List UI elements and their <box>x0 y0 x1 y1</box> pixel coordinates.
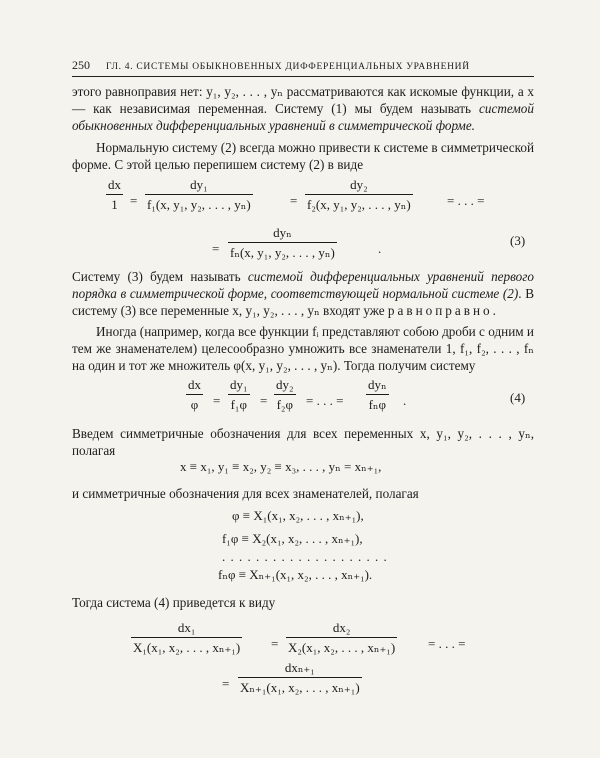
equation-substitution-vars: x ≡ x₁, y₁ ≡ x₂, y₂ ≡ x₃, . . . , yₙ = xₙ₊₁, <box>180 459 382 474</box>
eq3-frac-dx <box>106 177 123 213</box>
eq4-frac-dx: dx φ <box>188 377 201 412</box>
running-title: ГЛ. 4. СИСТЕМЫ ОБЫКНОВЕННЫХ ДИФФЕРЕНЦИАЛЬНЫХ УРАВНЕНИЙ <box>106 62 470 72</box>
paragraph-3: Систему (3) будем называть системой дифференциальных уравнений первого порядка в симметрической форме, соответствующей нормальной системе (2). В систему (3) все переменные x, y₁, y₂, . . . , yₙ входят уже равноправно. <box>72 269 534 318</box>
eq3-tail: = . . . = <box>447 193 485 208</box>
definition-symmetric-form: системой обыкновенных дифференциальных уравнений в симметрической форме. <box>72 101 534 133</box>
eq4-frac-dy2: dy₂ f₂φ <box>276 377 294 412</box>
eq3-f1-num: dx <box>108 177 121 192</box>
eq4-frac-dyn: dyₙ fₙφ <box>368 377 387 412</box>
equation-number-3: (3) <box>510 233 526 248</box>
eq3-frac-dyn <box>228 225 337 261</box>
paragraph-1-text: этого равноправия нет: y₁, y₂, . . . , yₙ рассматриваются как искомые функции, а x — как независимая переменная. Системy (1) мы будем называть <box>72 84 534 116</box>
eq3-f2-den: f₁(x, y₁, y₂, . . . , yₙ) <box>147 197 251 212</box>
equation-number-4: (4) <box>510 390 526 405</box>
paragraph-2: Нормальную систему (2) всегда можно привести к системе в симметрической форме. С этой целью перепишем систему (2) в виде <box>72 140 534 172</box>
eq7-frac-dxn1: dxₙ₊₁ Xₙ₊₁(x₁, x₂, . . . , xₙ₊₁) <box>240 660 360 695</box>
eq3-eq1: = <box>130 193 138 208</box>
eq7-frac-dx1: dx₁ X₁(x₁, x₂, . . . , xₙ₊₁) <box>133 620 241 655</box>
running-header <box>72 58 534 77</box>
eq6-row-1: φ ≡ X₁(x₁, x₂, . . . , xₙ₊₁), <box>232 508 364 523</box>
paragraph-1 <box>72 83 534 134</box>
book-page: 250 ГЛ. 4. СИСТЕМЫ ОБЫКНОВЕННЫХ ДИФФЕРЕНЦИАЛЬНЫХ УРАВНЕНИЙ этого равноправия нет: y₁, y₂, . . . , yₙ рассматриваются как искомые функции, а x — как независимая переменная. Системy (1) мы будем называть системой обыкновенных дифференциальных уравнений в симметрической форме. Нормальную систему (2) всегда можно привести к системе в симметрической форме. С этой целью перепишем систему (2) в виде dx 1 = dy₁ f₁(x, y₁, y₂, . . . , yₙ) = dy₂ f₂(x, y₁, y₂, . . . , yₙ) = . . . = = dyₙ fₙ(x, y₁, y₂, . . . , yₙ) . (3) Систему (3) будем называть системой дифференциальных уравнений первого порядка в симметрической форме, соответствующей нормальной системе (2). В систему (3) все переменные x, y₁, y₂, . . . , yₙ входят уже равноправно. Иногда (например, когда все функции fᵢ представляют собою дроби с одним и тем же знаменателем) целесообразно умножить все знаменатели 1, f₁, f₂, . . . , fₙ на один и тот же множитель φ(x, y₁, y₂, . . . , yₙ). Тогда получим систему dx φ = dy₁ f₁φ = dy₂ f₂φ = . . . = dyₙ fₙφ . (4) Введем симметричные обозначения для всех переменных x, y₁, y₂, . . . , yₙ, полагая x ≡ x₁, y₁ ≡ x₂, y₂ ≡ x₃, . . . , yₙ = xₙ₊₁, и симметричные обозначения для всех знаменателей, полагая φ ≡ X₁(x₁, x₂, . . . , xₙ₊₁), f₁φ ≡ X₂(x₁, x₂, . . . , xₙ₊₁), . . . . . . . . . . . . . . . . . . . . fₙφ ≡ Xₙ₊₁(x₁, x₂, . . . , xₙ₊₁). Тогда система (4) приведется к виду dx₁ X₁(x₁, x₂, . . . , xₙ₊₁) = dx₂ X₂(x₁, x₂, . . . , xₙ₊₁) = . . . = = dxₙ₊₁ Xₙ₊₁(x₁, x₂, . . . , xₙ₊₁) <box>72 58 534 695</box>
definition-first-order-symmetric: системой дифференциальных уравнений первого порядка в симметрической форме, соответствующей нормальной системе (2) <box>72 269 534 301</box>
eq3-f4-num: dyₙ <box>273 225 292 240</box>
eq6-row-2: f₁φ ≡ X₂(x₁, x₂, . . . , xₙ₊₁), <box>222 531 363 546</box>
eq3-f3-den: f₂(x, y₁, y₂, . . . , yₙ) <box>307 197 411 212</box>
eq3-f1-den: 1 <box>111 197 118 212</box>
page-number: 250 <box>72 58 90 72</box>
eq3-frac-dy1 <box>145 177 253 213</box>
paragraph-6: и симметричные обозначения для всех знаменателей, полагая <box>72 486 419 501</box>
eq3-lead2: = <box>212 241 220 256</box>
eq3-f2-num: dy₁ <box>190 177 208 192</box>
paragraph-4: Иногда (например, когда все функции fᵢ представляют собою дроби с одним и тем же знаменателем) целесообразно умножить все знаменатели 1, f₁, f₂, . . . , fₙ на один и тот же множитель φ(x, y₁, y₂, . . . , yₙ). Тогда получим систему <box>72 324 534 373</box>
eq3-eq2: = <box>290 193 298 208</box>
paragraph-5: Введем симметричные обозначения для всех переменных x, y₁, y₂, . . . , yₙ, полагая <box>72 426 534 458</box>
paragraph-7: Тогда система (4) приведется к виду <box>72 595 276 610</box>
eq6-row-dots: . . . . . . . . . . . . . . . . . . . . <box>222 549 388 564</box>
eq7-frac-dx2: dx₂ X₂(x₁, x₂, . . . , xₙ₊₁) <box>288 620 396 655</box>
eq3-frac-dy2 <box>305 177 413 213</box>
eq6-row-4: fₙφ ≡ Xₙ₊₁(x₁, x₂, . . . , xₙ₊₁). <box>218 567 373 582</box>
eq4-frac-dy1: dy₁ f₁φ <box>230 377 248 412</box>
eq3-f3-num: dy₂ <box>350 177 368 192</box>
eq3-f4-den: fₙ(x, y₁, y₂, . . . , yₙ) <box>230 245 335 260</box>
